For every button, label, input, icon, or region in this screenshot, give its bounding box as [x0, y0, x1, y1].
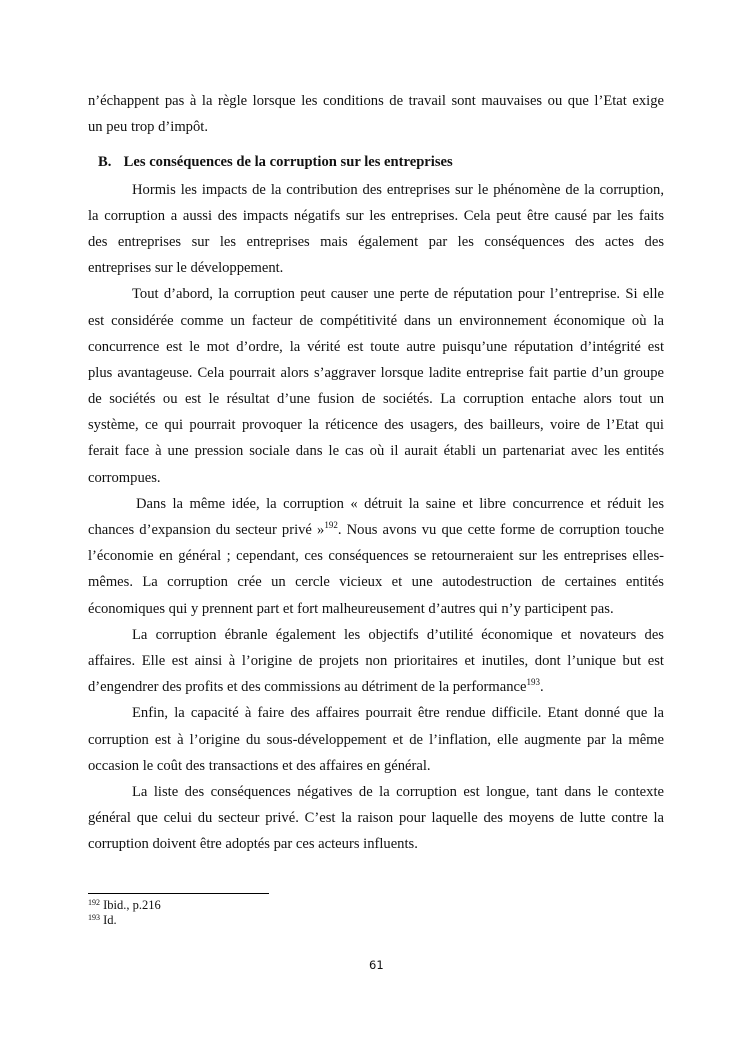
text-line: la corruption a aussi des impacts négatifs sur les entreprises. Cela peut être causé par les faits — [88, 207, 664, 224]
paragraph — [88, 281, 664, 491]
text-line: est considérée comme un facteur de compétitivité dans un environnement économique où la — [88, 312, 664, 329]
text-line: général que celui du secteur privé. C’est la raison pour laquelle des moyens de lutte contre la — [88, 810, 664, 827]
text-line: système, ce qui pourrait provoquer la réticence des usagers, des bailleurs, voire de l’Etat qui — [88, 417, 664, 434]
text-line: concurrence est le mot d’ordre, la vérité est toute autre puisqu’une réputation d’intégrité est — [88, 338, 664, 355]
text-line: économiques qui y prennent part et fort malheureusement d’autres qui n’y participent pas. — [88, 600, 614, 617]
text-line: n’échappent pas à la règle lorsque les conditions de travail sont mauvaises ou que l’Etat exige — [88, 93, 664, 109]
section-title: Les conséquences de la corruption sur les entreprises — [123, 154, 453, 171]
document-body — [88, 88, 664, 857]
paragraph — [88, 88, 664, 140]
text-line: La liste des conséquences négatives de la corruption est longue, tant dans le contexte — [132, 783, 664, 800]
text-line: Enfin, la capacité à faire des affaires pourrait être rendue difficile. Etant donné que la — [132, 705, 664, 722]
text-line: corrompues. — [88, 469, 161, 486]
text-line: affaires. Elle est ainsi à l’origine de projets non prioritaires et inutiles, dont l’unique but est — [88, 652, 664, 669]
text-line: l’économie en général ; cependant, ces conséquences se retourneraient sur les entreprises elles- — [88, 548, 664, 565]
paragraph — [88, 177, 664, 282]
footnote-192: $^{192}$ Ibid., p.216 — [88, 898, 161, 912]
text-line: Dans la même idée, la corruption « détruit la saine et libre concurrence et réduit les — [136, 495, 664, 512]
paragraph — [88, 779, 664, 858]
footnote-separator — [88, 893, 269, 894]
footnote-reference: 193 — [526, 677, 540, 688]
section-number: B. — [98, 154, 112, 171]
paragraphs-before — [88, 88, 664, 140]
text-line: occasion le coût des transactions et des affaires en général. — [88, 757, 431, 774]
text-line: des entreprises sur les entreprises mais également par les conséquences des actes des — [88, 233, 664, 250]
text-line: ferait face à une pression sociale dans le cas où il aurait établi un partenariat avec les entités — [88, 443, 664, 460]
text-line: corruption doivent être adoptés par ces acteurs influents. — [88, 836, 418, 853]
text-line: corruption est à l’origine du sous-développement et de l’inflation, elle augmente par la même — [88, 731, 664, 748]
paragraph — [88, 491, 664, 622]
text-line: La corruption ébranle également les objectifs d’utilité économique et novateurs des — [132, 626, 664, 643]
section-heading — [98, 149, 664, 175]
text-line: Tout d’abord, la corruption peut causer une perte de réputation pour l’entreprise. Si elle — [132, 286, 664, 303]
page-number: 61 — [369, 958, 384, 972]
text-line: d’engendrer des profits et des commissions au détriment de la performance$^{193}$. — [88, 677, 544, 696]
footnote-reference: 192 — [324, 520, 338, 531]
paragraphs — [88, 177, 664, 858]
footnote-193: $^{193}$ Id. — [88, 913, 117, 927]
paragraph — [88, 622, 664, 701]
text-line: mêmes. La corruption crée un cercle vicieux et une autodestruction de certaines entités — [88, 574, 664, 591]
text-line: chances d’expansion du secteur privé »$^{192}$. Nous avons vu que cette forme de corruption touche — [88, 520, 664, 539]
text-line: un peu trop d’impôt. — [88, 119, 208, 136]
text-line: entreprises sur le développement. — [88, 260, 284, 277]
text-line: de sociétés ou est le résultat d’une fusion de sociétés. La corruption entache alors tout un — [88, 391, 664, 408]
text-line: plus avantageuse. Cela pourrait alors s’aggraver lorsque ladite entreprise fait partie d’un groupe — [88, 364, 664, 381]
paragraph — [88, 700, 664, 779]
text-line: Hormis les impacts de la contribution des entreprises sur le phénomène de la corruption, — [132, 181, 664, 198]
